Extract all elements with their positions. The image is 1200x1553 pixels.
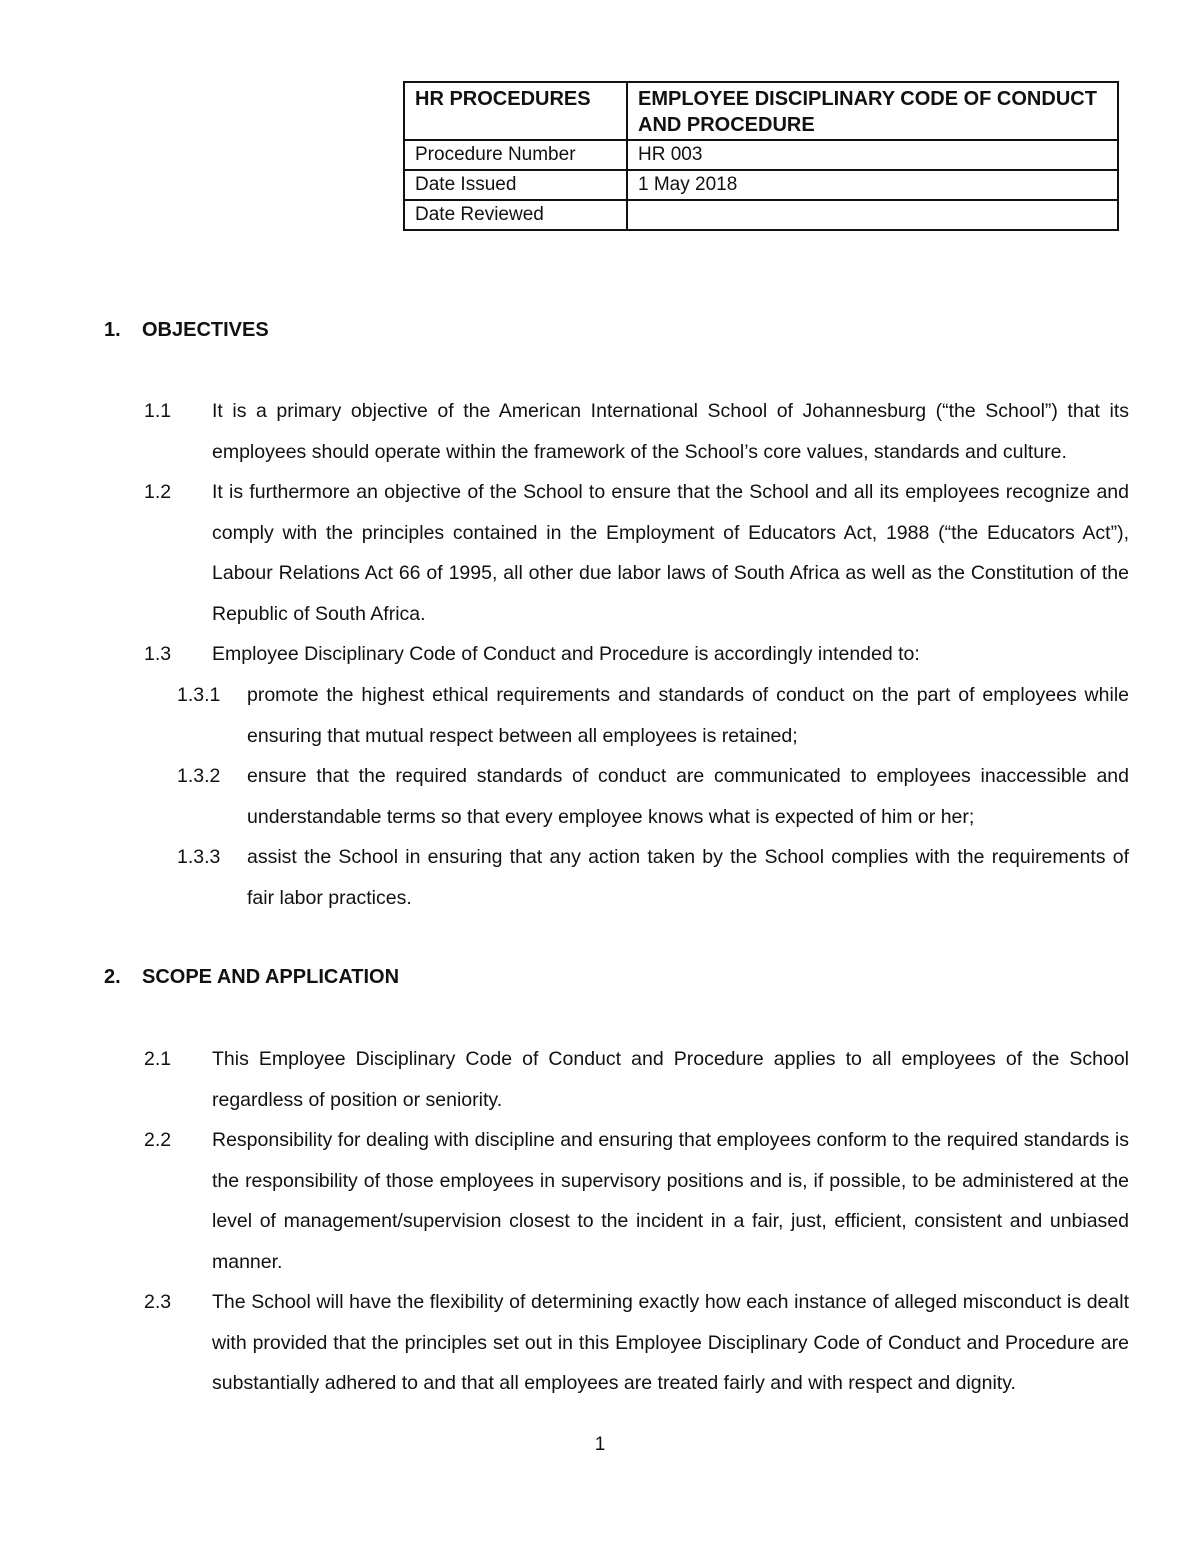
header-title-row <box>404 82 1118 140</box>
date-reviewed-label: Date Reviewed <box>404 200 627 230</box>
procedure-number-value: HR 003 <box>627 140 1118 170</box>
paragraph-2-3 <box>144 1282 1129 1404</box>
hr-procedures-label: HR PROCEDURES <box>404 82 627 140</box>
paragraph-1-3 <box>144 634 1129 675</box>
date-issued-row <box>404 170 1118 200</box>
paragraph-number: 1.3.3 <box>177 846 221 868</box>
procedure-number-row <box>404 140 1118 170</box>
date-reviewed-row <box>404 200 1118 230</box>
paragraph-number: 1.3.1 <box>177 684 221 706</box>
paragraph-number: 2.1 <box>144 1048 172 1070</box>
date-reviewed-value <box>627 200 1118 230</box>
paragraph-number: 1.2 <box>144 481 172 503</box>
section-heading-objectives <box>104 319 269 342</box>
paragraph-number: 2.2 <box>144 1129 172 1151</box>
paragraph-text: It is furthermore an objective of the School to ensure that the School and all its employees recognize and comply with the principles contained in the Employment of Educators Act, 1988 (“the Educators Act”), Labour Relations Act 66 of 1995, all other due labor laws of South Africa as well as the Constitution of the Republic of South Africa. <box>212 481 1129 625</box>
paragraph-number: 1.3.2 <box>177 765 221 787</box>
paragraph-number: 1.1 <box>144 400 172 422</box>
paragraph-2-1 <box>144 1039 1129 1120</box>
procedure-title: EMPLOYEE DISCIPLINARY CODE OF CONDUCT AND PROCEDURE <box>627 82 1118 140</box>
paragraph-text: The School will have the flexibility of determining exactly how each instance of alleged misconduct is dealt with provided that the principles set out in this Employee Disciplinary Code of Conduct and Procedure are substantially adhered to and that all employees are treated fairly and with respect and dignity. <box>212 1291 1129 1394</box>
section-heading-scope <box>104 966 399 989</box>
procedure-header-table <box>403 81 1119 231</box>
paragraph-text: Employee Disciplinary Code of Conduct and Procedure is accordingly intended to: <box>212 643 920 665</box>
page-number: 1 <box>594 1434 606 1455</box>
procedure-number-label: Procedure Number <box>404 140 627 170</box>
paragraph-text: promote the highest ethical requirements and standards of conduct on the part of employees while ensuring that mutual respect between all employees is retained; <box>247 684 1129 747</box>
paragraph-1-3-1 <box>144 675 1129 756</box>
paragraph-text: Responsibility for dealing with discipline and ensuring that employees conform to the required standards is the responsibility of those employees in supervisory positions and is, if possible, to be administered at the level of management/supervision closest to the incident in a fair, just, efficient, consistent and unbiased manner. <box>212 1129 1129 1273</box>
paragraph-number: 2.3 <box>144 1291 172 1313</box>
paragraph-1-1 <box>144 391 1129 472</box>
section-title: OBJECTIVES <box>142 319 269 341</box>
paragraph-text: assist the School in ensuring that any action taken by the School complies with the requirements of fair labor practices. <box>247 846 1129 909</box>
paragraph-number: 1.3 <box>144 643 172 665</box>
section-number: 2. <box>104 966 121 988</box>
paragraph-1-3-2 <box>144 756 1129 837</box>
paragraph-text: It is a primary objective of the American International School of Johannesburg (“the School”) that its employees should operate within the framework of the School’s core values, standards and culture. <box>212 400 1129 463</box>
paragraph-2-2 <box>144 1120 1129 1282</box>
paragraph-text: This Employee Disciplinary Code of Conduct and Procedure applies to all employees of the School regardless of position or seniority. <box>212 1048 1129 1111</box>
section-number: 1. <box>104 319 121 341</box>
date-issued-value: 1 May 2018 <box>627 170 1118 200</box>
date-issued-label: Date Issued <box>404 170 627 200</box>
paragraph-1-3-3 <box>144 837 1129 918</box>
paragraph-1-2 <box>144 472 1129 634</box>
paragraph-text: ensure that the required standards of conduct are communicated to employees inaccessible and understandable terms so that every employee knows what is expected of him or her; <box>247 765 1129 828</box>
section-title: SCOPE AND APPLICATION <box>142 966 400 988</box>
